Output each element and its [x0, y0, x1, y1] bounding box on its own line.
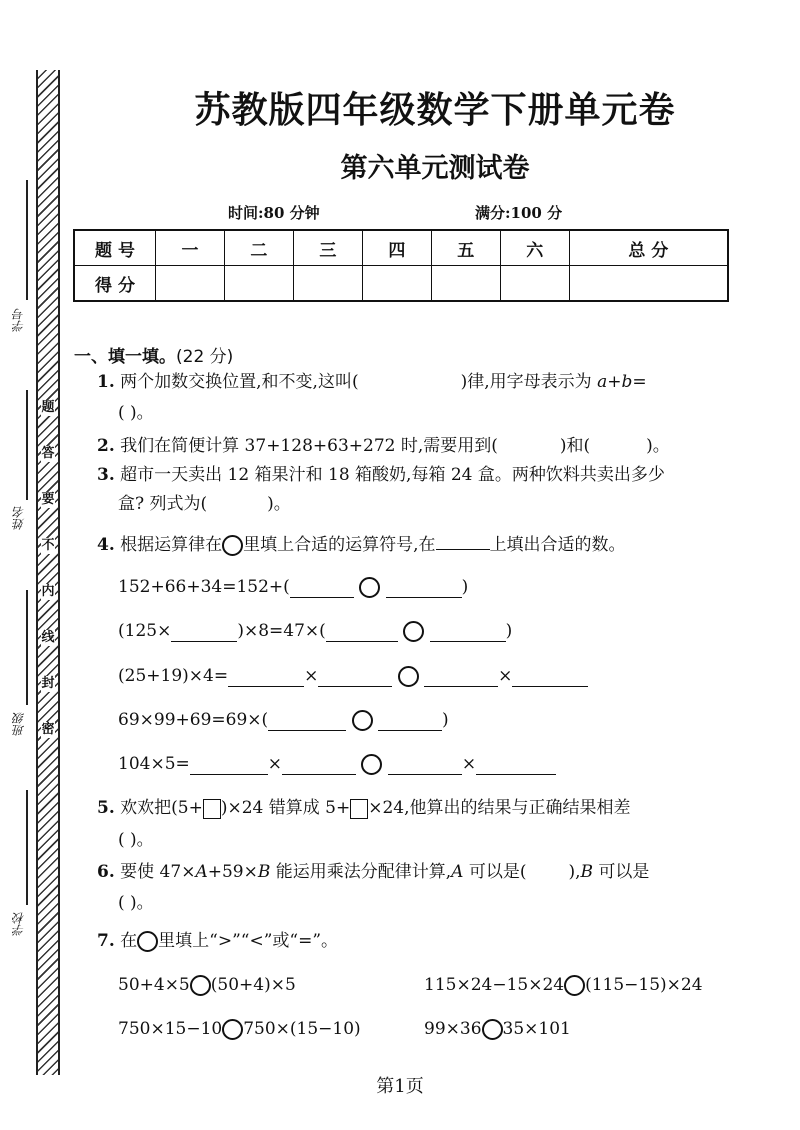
seal-word: 答 [41, 446, 55, 461]
student-id-line [26, 180, 28, 300]
answer-blank[interactable] [326, 623, 398, 642]
question-7 [97, 930, 338, 952]
compare-circle[interactable] [222, 1019, 243, 1040]
equation-text: ) [461, 577, 469, 597]
table-cell: 四 [362, 230, 431, 266]
answer-blank[interactable] [171, 623, 237, 642]
question-text: 上填出合适的数。 [489, 535, 626, 555]
table-cell: 二 [224, 230, 293, 266]
question-number: 3. [97, 465, 115, 485]
comparison-3 [118, 1018, 361, 1040]
equation-text: 69×99+69=69×( [118, 710, 269, 730]
answer-blank[interactable] [512, 668, 588, 687]
comparison-right: 750×(15−10) [243, 1019, 361, 1039]
equation-text: × [461, 754, 477, 774]
question-text: )。 [646, 436, 670, 456]
page-number: 第1页 [376, 1076, 424, 1097]
answer-circle[interactable] [359, 577, 380, 598]
answer-circle[interactable] [361, 754, 382, 775]
question-3-line2 [118, 493, 291, 515]
question-text: 里填上“>”“<”或“=”。 [158, 931, 339, 951]
compare-circle[interactable] [482, 1019, 503, 1040]
question-text: 超市一天卖出 12 箱果汁和 18 箱酸奶,每箱 24 盒。两种饮料共卖出多少 [120, 465, 665, 485]
question-text: 要使 47× [120, 862, 196, 882]
question-text: 根据运算律在 [120, 535, 223, 555]
binding-hatch [36, 70, 60, 1075]
page-title: 苏教版四年级数学下册单元卷 [194, 90, 676, 131]
seal-word: 题 [41, 400, 55, 415]
compare-circle[interactable] [564, 975, 585, 996]
name-label: 姓名 [12, 506, 26, 530]
question-5-line2: ( )。 [118, 830, 154, 850]
question-1 [97, 371, 647, 393]
score-cell[interactable] [156, 266, 225, 302]
school-line [26, 790, 28, 905]
question-number: 2. [97, 436, 115, 456]
seal-word: 封 [41, 676, 55, 691]
equation-text: × [304, 666, 319, 686]
seal-word: 线 [41, 630, 55, 645]
equation-text: × [498, 666, 513, 686]
question-text: )律,用字母表示为 [460, 372, 592, 392]
question-text: 我们在简便计算 37+128+63+272 时,需要用到( [120, 436, 498, 456]
score-cell[interactable] [224, 266, 293, 302]
question-3 [97, 464, 665, 486]
comparison-left: 50+4×5 [118, 975, 190, 995]
question-text: ), [568, 862, 581, 882]
comparison-left: 99×36 [424, 1019, 482, 1039]
question-text: 可以是( [463, 862, 527, 882]
equation-text: ) [505, 621, 513, 641]
equation-text: 152+66+34=152+( [118, 577, 290, 597]
question-5 [97, 797, 631, 819]
variable-b: B [580, 862, 594, 882]
seal-word: 内 [41, 584, 55, 599]
question-text: +59× [207, 862, 258, 882]
question-text: 两个加数交换位置,和不变,这叫( [120, 372, 359, 392]
binding-margin [0, 0, 70, 1130]
score-cell[interactable] [293, 266, 362, 302]
exam-full-score: 满分:100 分 [475, 204, 563, 222]
question-text: )和( [559, 436, 591, 456]
answer-blank[interactable] [386, 579, 462, 598]
score-table-score-row [74, 266, 728, 302]
seal-word: 要 [41, 492, 55, 507]
question-number: 5. [97, 798, 115, 818]
question-text: 在 [120, 931, 138, 951]
variable-a: A [195, 862, 208, 882]
score-cell[interactable] [500, 266, 569, 302]
comparison-right: 35×101 [502, 1019, 571, 1039]
question-text: 里填上合适的运算符号,在 [243, 535, 436, 555]
question-text: 欢欢把(5+ [120, 798, 203, 818]
seal-word: 密 [41, 722, 55, 737]
operator-circle [222, 535, 243, 556]
compare-circle-example [137, 931, 158, 952]
question-1-line2: ( )。 [118, 403, 154, 423]
answer-blank[interactable] [228, 668, 304, 687]
answer-blank[interactable] [424, 668, 498, 687]
score-cell[interactable] [362, 266, 431, 302]
comparison-4 [424, 1018, 571, 1040]
comparison-2 [424, 974, 703, 996]
question-number: 4. [97, 535, 115, 555]
answer-blank[interactable] [318, 668, 392, 687]
equation-text: ) [441, 710, 449, 730]
exam-time: 时间:80 分钟 [228, 204, 320, 222]
section-points: (22 分) [176, 347, 234, 367]
school-label: 学校 [12, 912, 26, 936]
class-label: 班级 [12, 712, 26, 736]
equation-text: (25+19)×4= [118, 666, 229, 686]
comparison-right: (115−15)×24 [585, 975, 703, 995]
equation-text: )×8=47×( [237, 621, 326, 641]
variable-a: A [451, 862, 464, 882]
comparison-right: (50+4)×5 [210, 975, 296, 995]
equation-text: × [267, 754, 283, 774]
student-id-label: 学号 [12, 308, 26, 332]
answer-circle[interactable] [398, 666, 419, 687]
answer-blank[interactable] [388, 756, 462, 775]
table-cell: 三 [293, 230, 362, 266]
question-text: )。 [267, 494, 291, 514]
equation-2 [118, 620, 512, 642]
score-cell[interactable] [431, 266, 500, 302]
question-number: 7. [97, 931, 115, 951]
score-cell[interactable] [569, 266, 728, 302]
answer-blank[interactable] [378, 712, 442, 731]
answer-box[interactable] [350, 799, 368, 819]
table-cell: 六 [500, 230, 569, 266]
question-text: 可以是 [593, 862, 650, 882]
section-heading [74, 342, 233, 367]
table-cell: 得 分 [74, 266, 156, 302]
name-line [26, 390, 28, 500]
equation-text: 104×5= [118, 754, 190, 774]
answer-blank[interactable] [430, 623, 506, 642]
equation-1 [118, 576, 468, 598]
question-2 [97, 435, 670, 457]
equation-5 [118, 753, 556, 775]
table-cell: 总 分 [569, 230, 728, 266]
question-6-line2: ( )。 [118, 893, 154, 913]
comparison-left: 115×24−15×24 [424, 975, 565, 995]
answer-blank[interactable] [268, 712, 346, 731]
compare-circle[interactable] [190, 975, 211, 996]
equation-4 [118, 709, 449, 731]
equation-text: (125× [118, 621, 172, 641]
answer-circle[interactable] [352, 710, 373, 731]
formula: a+b= [597, 372, 647, 392]
answer-blank[interactable] [290, 579, 354, 598]
score-table [73, 229, 729, 302]
comparison-1 [118, 974, 296, 996]
question-text: ×24,他算出的结果与正确结果相差 [368, 798, 631, 818]
table-cell: 题 号 [74, 230, 156, 266]
section-title: 一、填一填。 [74, 347, 176, 367]
answer-blank[interactable] [476, 756, 556, 775]
table-cell: 一 [156, 230, 225, 266]
answer-blank[interactable] [282, 756, 356, 775]
question-text: )×24 错算成 5+ [220, 798, 351, 818]
blank-example [436, 533, 490, 550]
equation-3 [118, 665, 588, 687]
page-subtitle: 第六单元测试卷 [340, 153, 530, 184]
table-cell: 五 [431, 230, 500, 266]
question-4 [97, 533, 626, 556]
seal-word: 不 [41, 538, 55, 553]
question-number: 6. [97, 862, 115, 882]
comparison-left: 750×15−10 [118, 1019, 223, 1039]
class-line [26, 590, 28, 705]
question-text: 能运用乘法分配律计算, [270, 862, 452, 882]
question-6 [97, 861, 649, 883]
question-number: 1. [97, 372, 115, 392]
question-text: 盒? 列式为( [118, 494, 208, 514]
variable-b: B [257, 862, 271, 882]
answer-box[interactable] [203, 799, 221, 819]
answer-circle[interactable] [403, 621, 424, 642]
answer-blank[interactable] [190, 756, 268, 775]
score-table-header-row [74, 230, 728, 266]
